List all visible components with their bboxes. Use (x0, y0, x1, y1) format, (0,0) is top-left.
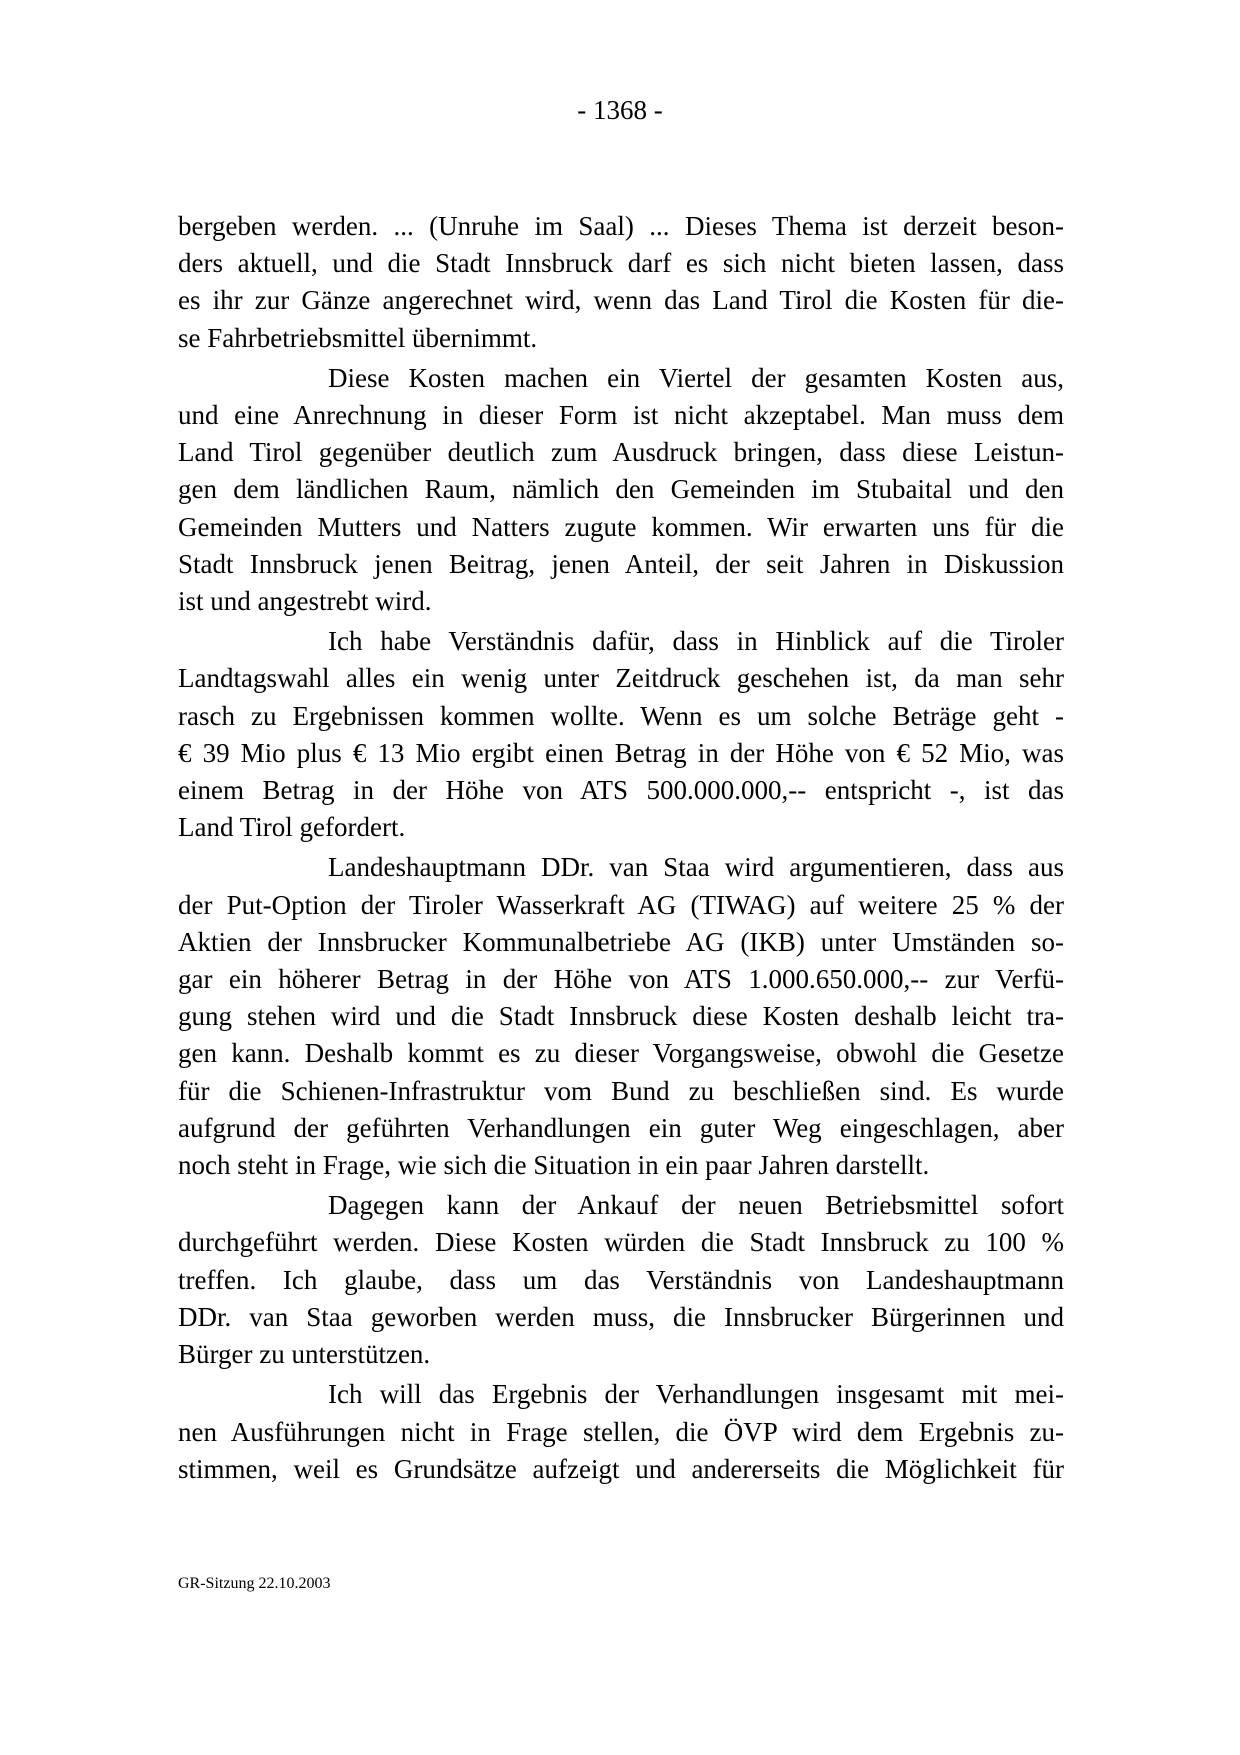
page-number: - 1368 - (577, 95, 663, 125)
text-line: DDr. van Staa geworben werden muss, die Innsbrucker Bürgerinnen und (178, 1301, 1064, 1332)
paragraph (178, 849, 1064, 1184)
text-line: bergeben werden. ... (Unruhe im Saal) ... Dieses Thema ist derzeit beson- (178, 211, 1064, 241)
text-line: nen Ausführungen nicht in Frage stellen, die ÖVP wird dem Ergebnis zu- (178, 1416, 1064, 1447)
text-line: durchgeführt werden. Diese Kosten würden die Stadt Innsbruck zu 100 % (178, 1227, 1064, 1258)
text-line: und eine Anrechnung in dieser Form ist nicht akzeptabel. Man muss dem (178, 400, 1064, 431)
text-line: gar ein höherer Betrag in der Höhe von ATS 1.000.650.000,-- zur Verfü- (178, 964, 1064, 995)
text-line: stimmen, weil es Grundsätze aufzeigt und andererseits die Möglichkeit für (178, 1453, 1064, 1484)
text-line: Aktien der Innsbrucker Kommunalbetriebe AG (IKB) unter Umständen so- (178, 926, 1064, 957)
paragraph (178, 623, 1064, 846)
text-line: gen kann. Deshalb kommt es zu dieser Vorgangsweise, obwohl die Gesetze (178, 1038, 1064, 1069)
paragraph (178, 1187, 1064, 1373)
text-line: treffen. Ich glaube, dass um das Verständnis von Landeshauptmann (178, 1264, 1064, 1295)
text-line: Land Tirol gefordert. (178, 812, 406, 843)
text-line: es ihr zur Gänze angerechnet wird, wenn das Land Tirol die Kosten für die- (178, 285, 1064, 316)
text-line: rasch zu Ergebnissen kommen wollte. Wenn es um solche Beträge geht - (178, 700, 1064, 731)
document-body (178, 208, 1064, 1491)
text-line: gung stehen wird und die Stadt Innsbruck diese Kosten deshalb leicht tra- (178, 1001, 1064, 1032)
text-line: € 39 Mio plus € 13 Mio ergibt einen Betrag in der Höhe von € 52 Mio, was (178, 737, 1064, 768)
paragraph (178, 360, 1064, 620)
text-line: noch steht in Frage, wie sich die Situation in ein paar Jahren darstellt. (178, 1150, 930, 1181)
text-line: Ich will das Ergebnis der Verhandlungen insgesamt mit mei- (328, 1379, 1064, 1410)
text-line: gen dem ländlichen Raum, nämlich den Gemeinden im Stubaital und den (178, 474, 1064, 505)
paragraph (178, 208, 1064, 357)
text-line: für die Schienen-Infrastruktur vom Bund zu beschließen sind. Es wurde (178, 1075, 1064, 1106)
text-line: aufgrund der geführten Verhandlungen ein guter Weg eingeschlagen, aber (178, 1112, 1064, 1143)
text-line: Landeshauptmann DDr. van Staa wird argumentieren, dass aus (328, 852, 1064, 883)
text-line: Diese Kosten machen ein Viertel der gesamten Kosten aus, (328, 362, 1064, 393)
text-line: ders aktuell, und die Stadt Innsbruck darf es sich nicht bieten lassen, dass (178, 248, 1064, 279)
text-line: der Put-Option der Tiroler Wasserkraft AG (TIWAG) auf weitere 25 % der (178, 889, 1064, 920)
text-line: Landtagswahl alles ein wenig unter Zeitdruck geschehen ist, da man sehr (178, 663, 1064, 694)
text-line: Land Tirol gegenüber deutlich zum Ausdruck bringen, dass diese Leistun- (178, 437, 1064, 468)
text-line: se Fahrbetriebsmittel übernimmt. (178, 322, 538, 353)
text-line: Ich habe Verständnis dafür, dass in Hinblick auf die Tiroler (328, 626, 1064, 657)
text-line: Dagegen kann der Ankauf der neuen Betriebsmittel sofort (328, 1190, 1064, 1221)
text-line: einem Betrag in der Höhe von ATS 500.000.000,-- entspricht -, ist das (178, 775, 1064, 806)
footer-session-date: GR-Sitzung 22.10.2003 (178, 1575, 331, 1592)
text-line: Bürger zu unterstützen. (178, 1339, 431, 1370)
text-line: Gemeinden Mutters und Natters zugute kommen. Wir erwarten uns für die (178, 511, 1064, 542)
text-line: ist und angestrebt wird. (178, 586, 432, 617)
paragraph (178, 1376, 1064, 1488)
text-line: Stadt Innsbruck jenen Beitrag, jenen Anteil, der seit Jahren in Diskussion (178, 548, 1064, 579)
